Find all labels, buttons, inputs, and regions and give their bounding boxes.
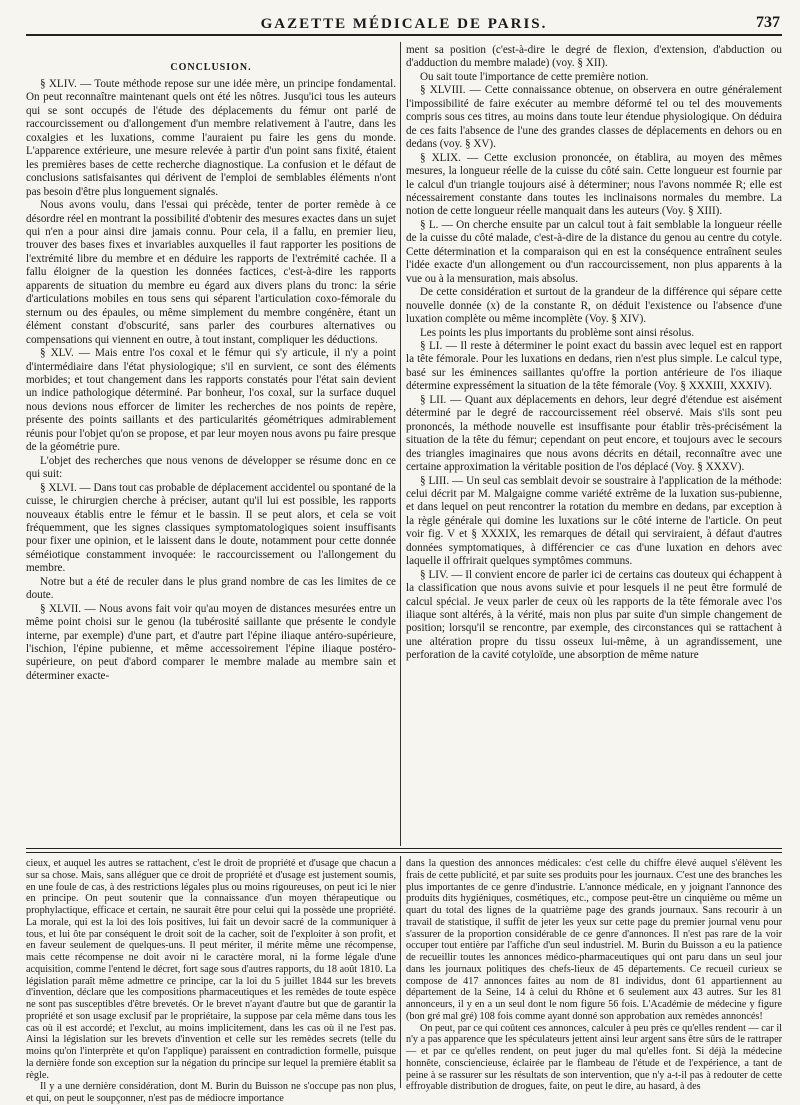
section-rule <box>26 848 782 849</box>
paragraph: De cette considération et surtout de la grandeur de la différence qui sépare cette nouvelle donnée (x) de la constante R, on déduit l'existence ou l'absence d'une luxation complète ou même incomplète (Voy. § XIV). <box>406 286 782 326</box>
paragraph: On peut, par ce qui coûtent ces annonces, calculer à peu près ce qu'elles rendent — car il n'y a pas apparence que les spéculateurs jettent ainsi leur argent sans être sûrs de le rattraper — et par ce qu'elles rendent, on peut juger du mal qu'elles font. Si déjà la médecine honnête, consciencieuse, éclairée par le flambeau de l'étude et de l'expérience, a tant de peine à se rassurer sur les résultats de son intervention, que n'y a-t-il pas à redouter de cette effroyable distribution de drogues, faite, on peut le dire, au hasard, à des <box>406 1022 782 1093</box>
paragraph: L'objet des recherches que nous venons de développer se résume donc en ce qui suit: <box>26 454 396 481</box>
paragraph: ment sa position (c'est-à-dire le degré de flexion, d'extension, d'abduction ou d'adduction du membre malade) (voy. § XII). <box>406 44 782 70</box>
paragraph: § XLVIII. — Cette connaissance obtenue, on observera en outre généralement l'impossibilité de faire exécuter au membre déformé tel ou tel des mouvements compris sous ces titres, au moins dans toute leur étendue physiologique. On déduira de ces faits l'absence de l'une des grandes classes de déplacements en dehors ou en dedans (voy. § XV). <box>406 84 782 151</box>
paragraph: dans la question des annonces médicales: c'est celle du chiffre élevé auquel s'élèvent les frais de cette publicité, et par suite ses produits pour les journaux. C'est une des branches les plus importantes de ce genre d'industrie. L'annonce médicale, en y joignant l'annonce des produits dits hygiéniques, cosmétiques, etc., compose peut-être un cinquième ou même un quart du total des lignes de la quatrième page des grands journaux. Sans recourir à un travail de statistique, il suffit de jeter les yeux sur cette page du premier journal venu pour s'assurer de la proportion considérable de ce genre d'annonces. Il n'est pas rare de la voir occuper tout entière par l'affiche d'un seul industriel. M. Burin du Buisson a eu la patience de recueillir toutes les annonces médico-pharmaceutiques qui ont paru dans un seul jour dans les journaux politiques des chefs-lieux de 45 départements. Ce recueil curieux se compose de 417 annonces faites au nom de 81 individus, dont 61 appartiennent au département de la Seine, 14 à celui du Rhône et 6 seulement aux 43 autres. Sur les 81 annonceurs, il y en a un seul dont le nom figure 56 fois. L'Académie de médecine y figure (bon gré mal gré) 108 fois comme ayant donné son approbation aux remèdes annoncés! <box>406 858 782 1022</box>
paragraph: § L. — On cherche ensuite par un calcul tout à fait semblable la longueur réelle de la cuisse du côté malade, c'est-à-dire de la distance du genou au centre du cotyle. Cette détermination et la comparaison qui en est la conséquence entraînent seules l'idée exacte d'un allongement ou d'un raccourcissement, non plus apparents à la vue ou à la mensuration, mais absolus. <box>406 218 782 285</box>
paragraph: Il y a une dernière considération, dont M. Burin du Buisson ne s'occupe pas non plus, et qui, on peut le soupçonner, n'est pas de médiocre importance <box>26 1081 396 1104</box>
page-number: 737 <box>756 14 780 31</box>
paragraph: § XLIX. — Cette exclusion prononcée, on établira, au moyen des mêmes mesures, la longueur réelle de la cuisse du côté sain. Cette longueur est fournie par le calcul d'un triangle toujours aisé à déterminer; nous l'avons nommée R; elle est nécessairement constante dans toutes les inclinaisons normales du membre. La notion de cette longueur réelle manquait dans les auteurs (Voy. § XIII). <box>406 151 782 218</box>
paragraph: § LI. — Il reste à déterminer le point exact du bassin avec lequel est en rapport la tête fémorale. Pour les luxations en dedans, rien n'est plus simple. Le calcul type, basé sur les éminences saillantes qu'offre la portion antérieure de l'os iliaque détermine expressément la situation de la tête fémorale (Voy. § XXXIII, XXXIV). <box>406 339 782 393</box>
paragraph: cieux, et auquel les autres se rattachent, c'est le droit de propriété et d'usage que chacun a sur sa chose. Mais, sans alléguer que ce droit de propriété et d'usage est justement soumis, en une foule de cas, à des restrictions légales plus ou moins rigoureuses, on peut ici le nier en principe. On peut soutenir que la connaissance d'un moyen thérapeutique ou prophylactique, efficace et certain, ne saurait être pour celui qui la possède une propriété. La morale, qui est la loi des lois positives, lui fait un devoir sacré de la communiquer à tous, et lui ôte par conséquent le droit soit de la cacher, soit de l'exploiter à son profit, et en faveur seulement de quelques-uns. Il peut mériter, il mérite même une récompense, mais cette récompense ne doit avoir ni le caractère moral, ni la forme légale d'une acquisition, comme l'entend le décret, fort sage sous d'autres rapports, du 18 août 1810. La législation paraît même admettre ce principe, car la loi du 5 juillet 1844 sur les brevets d'invention, déclare que les compositions pharmaceutiques et les remèdes de toute espèce ne sont pas susceptibles d'être brevetés. Or le brevet n'ayant d'autre but que de garantir la propriété et son usage exclusif par le propriétaire, la suppose par cela même dans tous les cas où il est accordé; et l'exclut, au moins implicitement, dans les cas où il ne l'est pas. Ainsi la législation sur les brevets d'invention et celle sur les remèdes secrets (telle du moins qu'on l'interprète et qu'on l'applique) paraissent en contradiction formelle, puisque la dernière fonde son exception sur la négation du principe sur lequel la première établit sa règle. <box>26 858 396 1081</box>
paragraph: Ou sait toute l'importance de cette première notion. <box>420 70 649 83</box>
paragraph: Nous avons voulu, dans l'essai qui précède, tenter de porter remède à ce désordre réel en montrant la possibilité d'obtenir des mesures exactes dans un sujet qui n'en a pour ainsi dire jamais connu. Pour cela, il a fallu, en premier lieu, trouver des bases fixes et invariables auxquelles il faut rapporter les positions de l'extrémité libre du membre et en déduire les rapports de l'extrémité cachée. Il a fallu éloigner de la question les données factices, c'est-à-dire les rapports apparents de situation du membre eu égard aux divers plans du tronc: la série d'articulations mobiles en tous sens qui séparent l'articulation coxo-fémorale du sternum ou des épaules, ou même simplement du membre congénère, étant un élément constant d'obscurité, sans parler des courbures alternatives ou compensations qui viennent en outre, à tout instant, compliquer les déductions. <box>26 199 396 346</box>
top-left-column <box>26 78 396 846</box>
section-rule <box>26 852 782 853</box>
top-right-column <box>406 44 782 844</box>
paragraph: Les points les plus importants du problème sont ainsi résolus. <box>420 326 695 339</box>
paragraph: § LIV. — Il convient encore de parler ici de certains cas douteux qui échappent à la classification que nous avons suivie et pour lesquels il ne peut être formulé de calcul spécial. Je veux parler de ceux où les rapports de la tête fémorale avec l'os iliaque sont altérés, à la vérité, mais non plus par suite d'un simple changement de position; lorsqu'il se rencontre, par exemple, des circonstances qui se rattachent à une altération propre du tissu osseux lui-même, à un agrandissement, une perforation de la cavité cotyloïde, une absorption de même nature <box>406 568 782 662</box>
paragraph: § XLIV. — Toute méthode repose sur une idée mère, un principe fondamental. On peut reconnaître maintenant quels ont été les nôtres. Jusqu'ici tous les auteurs qui se sont occupés de l'étude des déplacements du fémur ont parlé de raccourcissement ou d'allongement d'un membre relativement à l'autre, dans les coxalgies et les luxations, comme l'auraient pu faire les gens du monde. L'apparence extérieure, une mesure relevée à partir d'un point sans fixité, étaient les premières bases de cette recherche diagnostique. La confusion et le défaut de conclusions satisfaisantes qui dérivent de l'emploi de semblables éléments n'ont pas besoin d'être plus longuement signalés. <box>26 78 396 198</box>
paragraph: § XLV. — Mais entre l'os coxal et le fémur qui s'y articule, il n'y a point d'intermédiaire dans l'état physiologique; s'il en survient, ce sont des éléments morbides; et tout changement dans les rapports constatés pour l'état sain devient un indice pathologique déterminé. Par bonheur, l'os coxal, sur la surface duquel nous devions nous efforcer de limiter les recherches de nos points de repère, présente des points saillants et des particularités géométriques admirablement réunis pour l'objet qu'on se propose, et par leur moyen nous avons pu faire presque de la géométrie pure. <box>26 347 396 454</box>
paragraph: § XLVI. — Dans tout cas probable de déplacement accidentel ou spontané de la cuisse, le chirurgien cherche à préciser, autant qu'il lui est possible, les rapports nouveaux établis entre le fémur et le bassin. Il se peut alors, et cela se voit fréquemment, que les signes classiques symptomatologiques soient insuffisants pour fixer une opinion, et le laissent dans le doute, notamment pour cette donnée séméiotique constamment invoquée: le raccourcissement ou l'allongement du membre. <box>26 481 396 575</box>
page-header <box>26 14 782 36</box>
paragraph: § LII. — Quant aux déplacements en dehors, leur degré d'étendue est aisément déterminé par le degré de raccourcissement réel observé. Mais s'ils sont peu prononcés, la méthode nouvelle est insuffisante pour établir très-précisément la situation de la tête du fémur; cependant on peut encore, et toujours avec le secours des triangles imaginaires que nous avons décrits en détail, reconnaître avec une certaine approximation la véritable position de l'os déplacé (Voy. § XXXV). <box>406 393 782 474</box>
column-divider <box>400 42 401 846</box>
paragraph: § LIII. — Un seul cas semblait devoir se soustraire à l'application de la méthode: celui décrit par M. Malgaigne comme variété extrême de la luxation sus-pubienne, et dans lequel on peut rencontrer la rotation du membre en dedans, par exception à la règle générale qui domine les luxations sur le côté interne de l'article. On peut voir fig. V et § XXXIX, les remarques de détail qui serviraient, à défaut d'autres données symptomatiques, à différencier ce cas d'une luxation en dehors avec laquelle il offrirait quelques symptômes communs. <box>406 474 782 568</box>
column-divider <box>400 856 401 1088</box>
paragraph: § XLVII. — Nous avons fait voir qu'au moyen de distances mesurées entre un même point choisi sur le genou (la tubérosité saillante que présente le condyle interne, par exemple) d'une part, et d'autre part l'épine iliaque antéro-supérieure, l'ischion, l'épine pubienne, et même accessoirement l'épine iliaque postéro-supérieure, on peut d'abord comparer le membre malade au membre sain et déterminer exacte- <box>26 602 396 682</box>
bottom-right-column <box>406 858 782 1093</box>
bottom-left-column <box>26 858 396 1104</box>
section-title: CONCLUSION. <box>170 62 252 73</box>
journal-title: GAZETTE MÉDICALE DE PARIS. <box>260 16 548 32</box>
paragraph: Notre but a été de reculer dans le plus grand nombre de cas les limites de ce doute. <box>26 575 396 602</box>
